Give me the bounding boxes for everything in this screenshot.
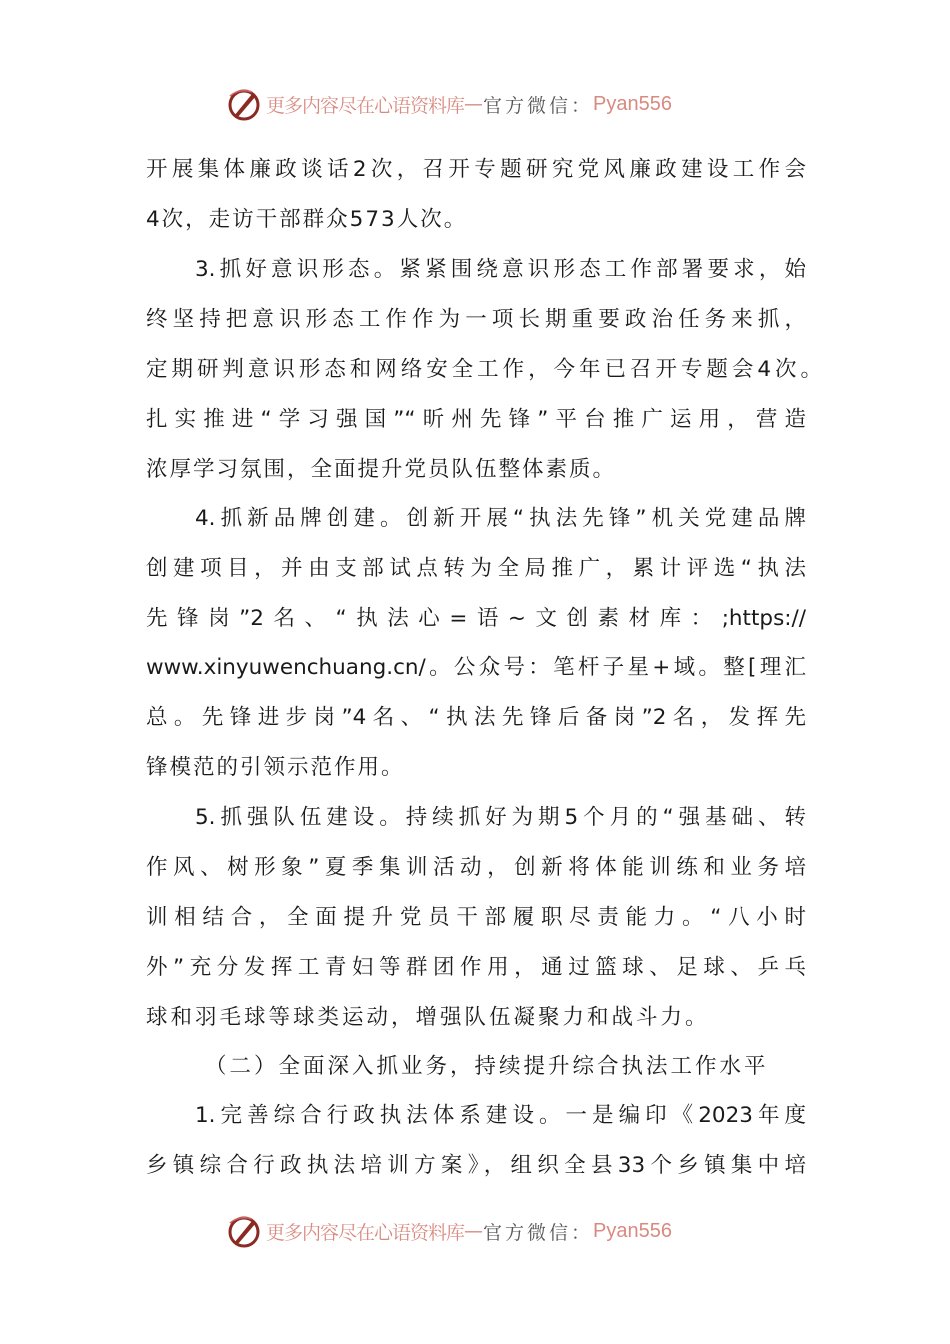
text-line: 4次，走访干部群众573人次。 [146,207,468,232]
text-line: 定期研判意识形态和网络安全工作，今年已召开专题会4次。 [146,357,822,382]
section-heading: （二）全面深入抓业务，持续提升综合执法工作水平 [205,1054,769,1079]
text-line: 浓厚学习氛围，全面提升党员队伍整体素质。 [146,457,617,482]
text-line: 总。先锋进步岗”4名、“执法先锋后备岗”2名，发挥先 [146,705,806,730]
footer-brand: 更多内容尽在心语资料库 [266,1221,465,1244]
text-line: 乡镇综合行政执法培训方案》，组织全县33个乡镇集中培 [146,1153,806,1178]
footer-dash: — [464,1220,484,1242]
footer-wechat-id: Pyan556 [593,1219,672,1242]
text-line: 扎实推进“学习强国”“昕州先锋”平台推广运用，营造 [146,407,806,432]
text-line: www.xinyuwenchuang.cn/。公众号：笔杆子星+域。整[理汇 [146,655,806,680]
text-line: 1.完善综合行政执法体系建设。一是编印《2023年度 [195,1103,806,1128]
header-brand: 更多内容尽在心语资料库 [266,94,465,117]
text-line: 4.抓新品牌创建。创新开展“执法先锋”机关党建品牌 [195,506,806,531]
quill-logo-icon [226,86,262,122]
text-line: 作风、树形象”夏季集训活动，创新将体能训练和业务培 [146,855,806,880]
quill-logo-icon [226,1213,262,1249]
text-line: 外”充分发挥工青妇等群团作用，通过篮球、足球、乒乓 [146,955,806,980]
text-line: 5.抓强队伍建设。持续抓好为期5个月的“强基础、转 [195,805,806,830]
watermark-header [226,84,672,124]
text-line: 先锋岗”2名、“执法心=语~文创素材库：;https:// [146,606,806,631]
header-wechat-id: Pyan556 [593,92,672,115]
text-line: 训相结合，全面提升党员干部履职尽责能力。“八小时 [146,905,806,930]
text-line: 创建项目，并由支部试点转为全局推广，累计评选“执法 [146,556,806,581]
text-line: 3.抓好意识形态。紧紧围绕意识形态工作部署要求，始 [195,257,806,282]
header-dash: — [464,93,484,115]
text-line: 锋模范的引领示范作用。 [146,755,405,780]
header-label: 官方微信： [483,94,594,117]
footer-label: 官方微信： [483,1221,594,1244]
text-line: 终坚持把意识形态工作作为一项长期重要政治任务来抓， [146,307,806,332]
text-line: 开展集体廉政谈话2次，召开专题研究党风廉政建设工作会 [146,157,806,182]
watermark-footer [226,1211,672,1251]
text-line: 球和羽毛球等球类运动，增强队伍凝聚力和战斗力。 [146,1005,710,1030]
